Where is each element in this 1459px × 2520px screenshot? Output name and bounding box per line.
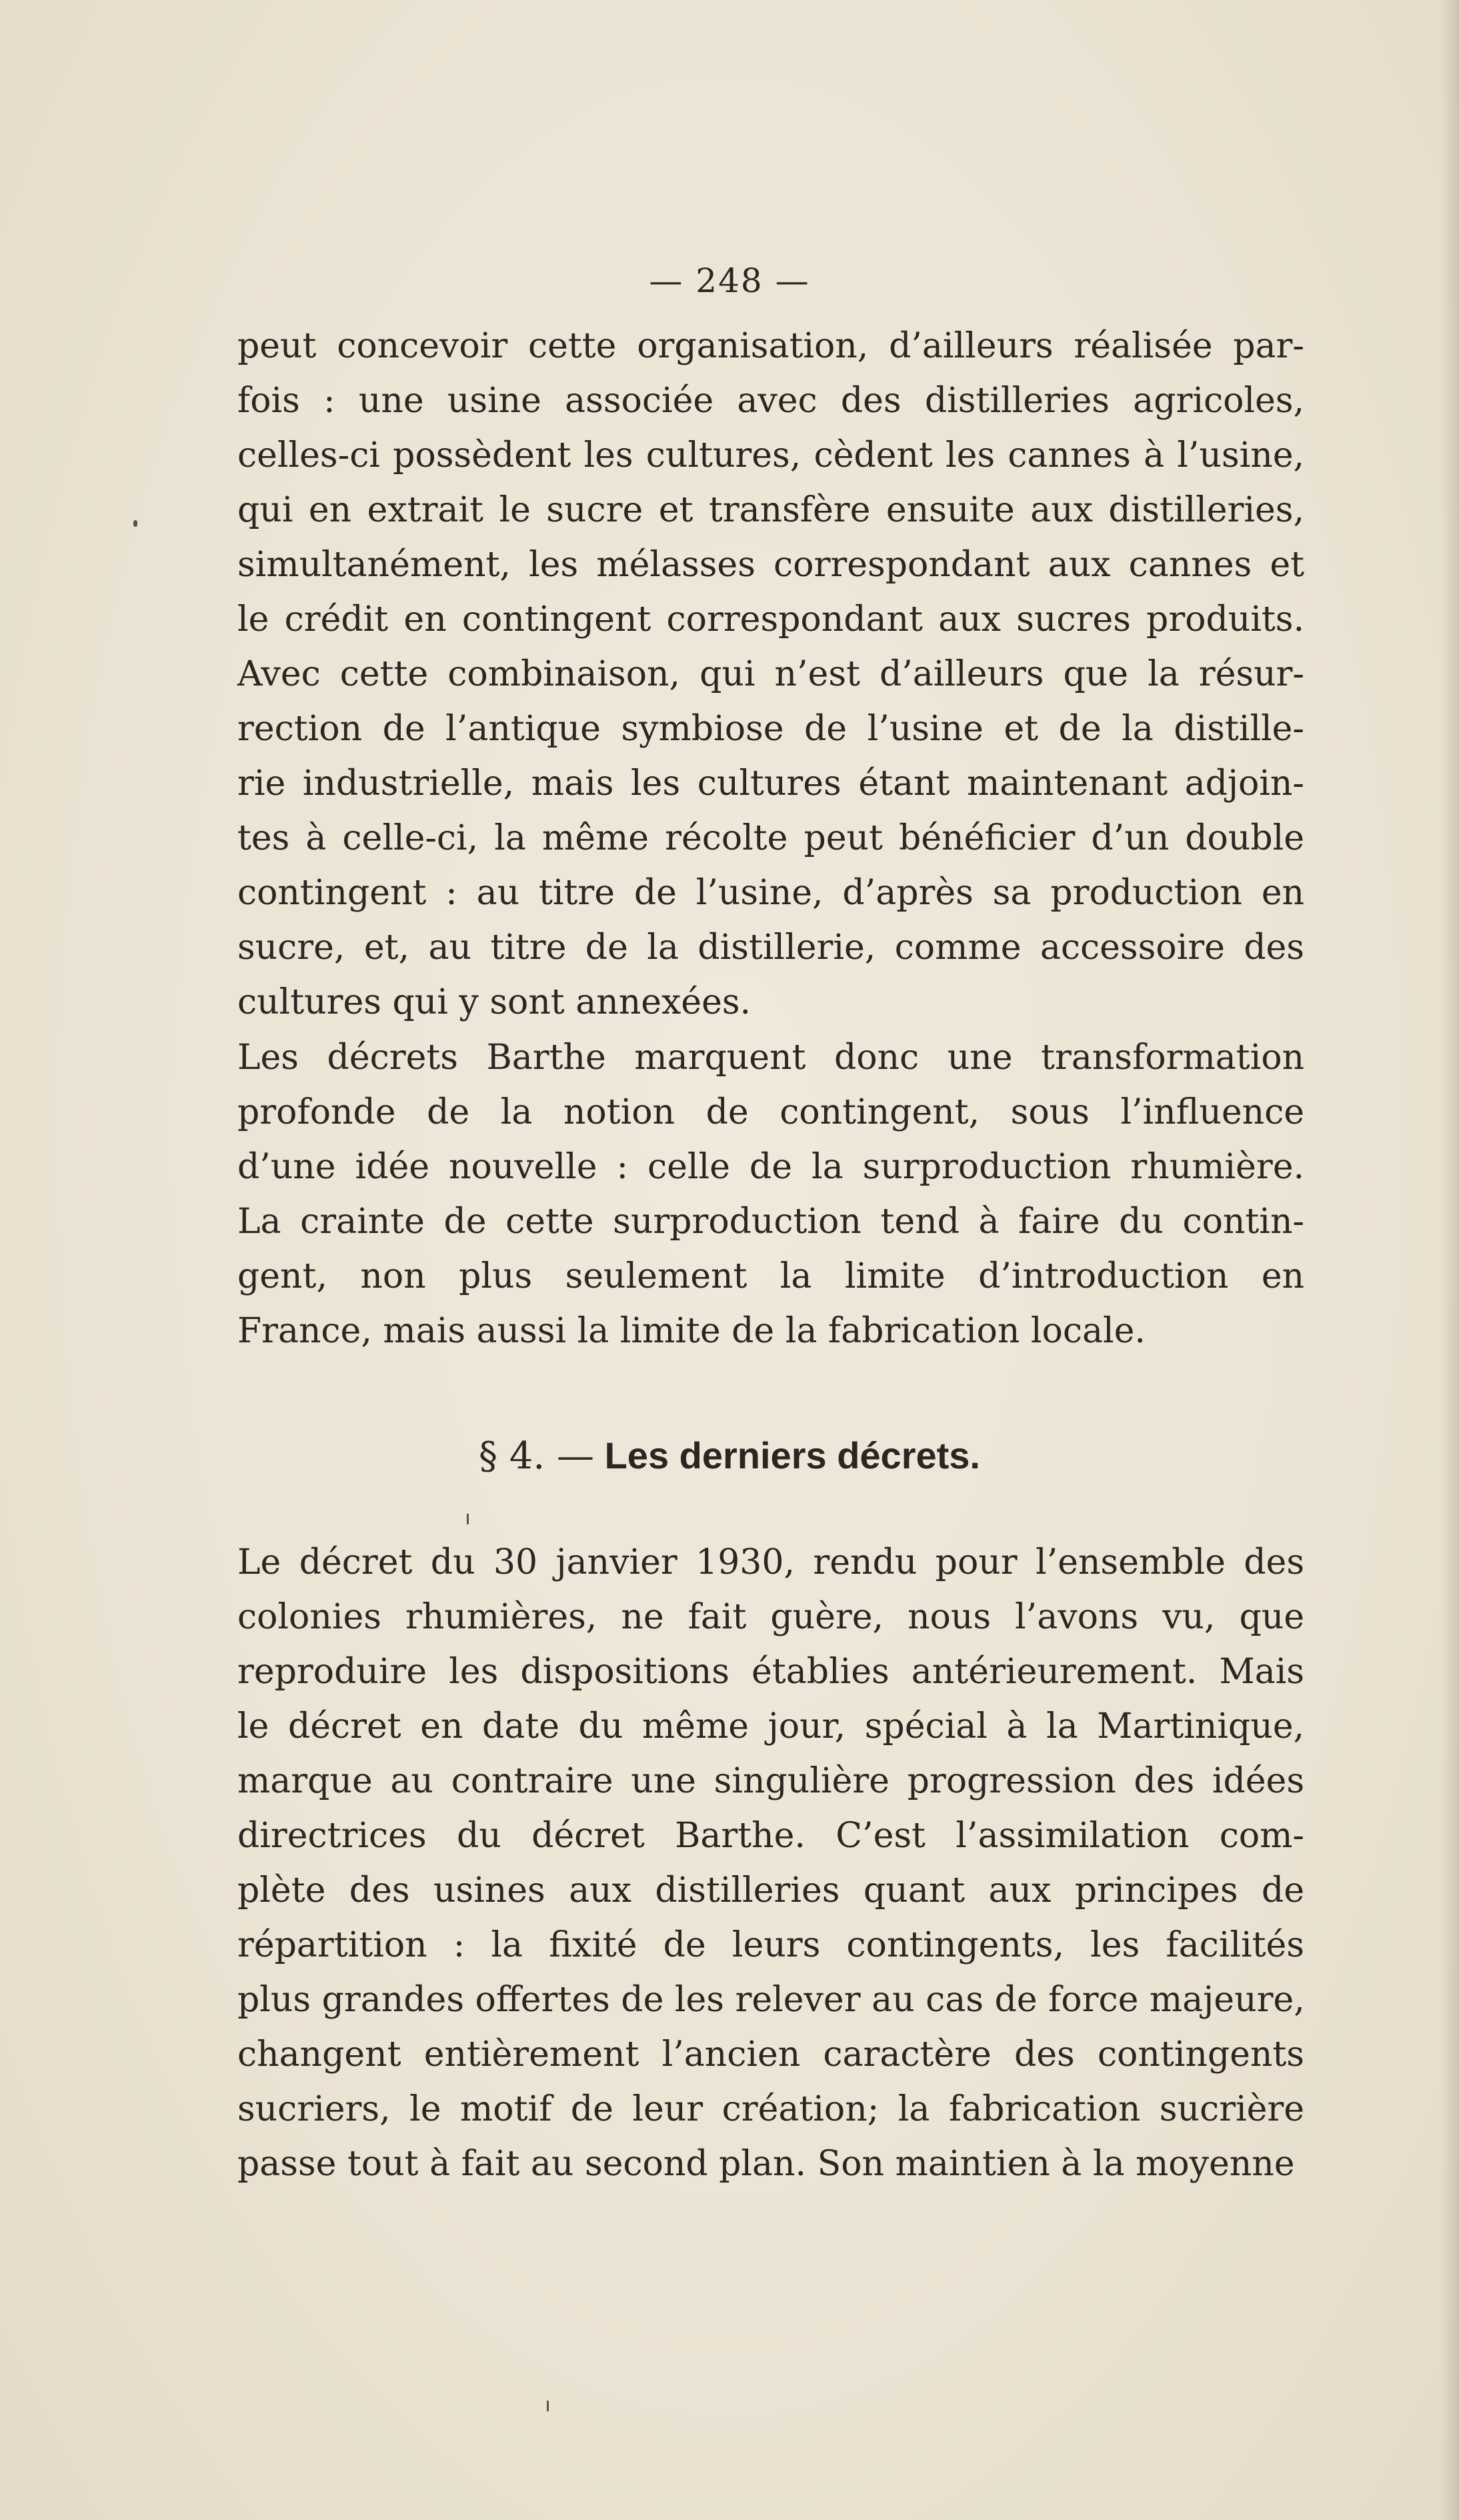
text-line: tes à celle-ci, la même récolte peut bénéficier d’un double <box>237 818 1304 858</box>
text-line: Le décret du 30 janvier 1930, rendu pour l’ensemble des <box>237 1542 1304 1582</box>
section-heading <box>0 1434 1459 1478</box>
text-line: rie industrielle, mais les cultures étant maintenant adjoin- <box>237 764 1304 804</box>
text-line: contingent : au titre de l’usine, d’après sa production en <box>237 873 1304 913</box>
text-line: France, mais aussi la limite de la fabrication locale. <box>237 1311 1146 1351</box>
text-line: gent, non plus seulement la limite d’introduction en <box>237 1256 1304 1296</box>
text-line: marque au contraire une singulière progression des idées <box>237 1761 1304 1801</box>
text-line: simultanément, les mélasses correspondant aux cannes et <box>237 545 1304 585</box>
text-line: fois : une usine associée avec des distilleries agricoles, <box>237 381 1304 421</box>
text-line: d’une idée nouvelle : celle de la surproduction rhumière. <box>237 1147 1304 1187</box>
text-line: celles-ci possèdent les cultures, cèdent les cannes à l’usine, <box>237 435 1304 475</box>
text-line: sucre, et, au titre de la distillerie, comme accessoire des <box>237 928 1304 968</box>
text-line: directrices du décret Barthe. C’est l’assimilation com- <box>237 1816 1304 1856</box>
text-line: cultures qui y sont annexées. <box>237 982 752 1022</box>
text-line: Les décrets Barthe marquent donc une transformation <box>237 1038 1304 1078</box>
text-line: le décret en date du même jour, spécial à la Martinique, <box>237 1706 1304 1746</box>
text-line: plète des usines aux distilleries quant aux principes de <box>237 1870 1304 1911</box>
text-line: reproduire les dispositions établies antérieurement. Mais <box>237 1652 1304 1692</box>
text-line: colonies rhumières, ne fait guère, nous l’avons vu, que <box>237 1597 1304 1637</box>
scan-speck <box>547 2401 549 2411</box>
text-line: Avec cette combinaison, qui n’est d’ailleurs que la résur- <box>237 654 1304 694</box>
section-symbol: § 4. — <box>479 1434 595 1478</box>
text-line: qui en extrait le sucre et transfère ensuite aux distilleries, <box>237 490 1304 530</box>
paragraph-1 <box>237 319 1304 1030</box>
text-line: passe tout à fait au second plan. Son maintien à la moyenne <box>237 2144 1295 2184</box>
text-line: sucriers, le motif de leur création; la fabrication sucrière <box>237 2089 1304 2129</box>
section-title: Les derniers décrets. <box>604 1434 980 1476</box>
text-line: plus grandes offertes de les relever au cas de force majeure, <box>237 1980 1305 2020</box>
text-line: le crédit en contingent correspondant aux sucres produits. <box>237 599 1304 640</box>
text-line: répartition : la fixité de leurs contingents, les facilités <box>237 1925 1304 1965</box>
text-line: changent entièrement l’ancien caractère des contingents <box>237 2035 1304 2075</box>
page-number: — 248 — <box>649 261 810 300</box>
text-line: La crainte de cette surproduction tend à faire du contin- <box>237 1202 1304 1242</box>
text-line: profonde de la notion de contingent, sous l’influence <box>237 1092 1304 1132</box>
page-edge-shadow <box>1440 0 1459 2520</box>
text-line: rection de l’antique symbiose de l’usine et de la distille- <box>237 709 1304 749</box>
paragraph-2 <box>237 1030 1304 1358</box>
text-line: peut concevoir cette organisation, d’ailleurs réalisée par- <box>237 326 1304 366</box>
scan-speck <box>467 1514 469 1524</box>
paragraph-3 <box>237 1535 1304 2191</box>
scan-speck <box>133 520 137 527</box>
